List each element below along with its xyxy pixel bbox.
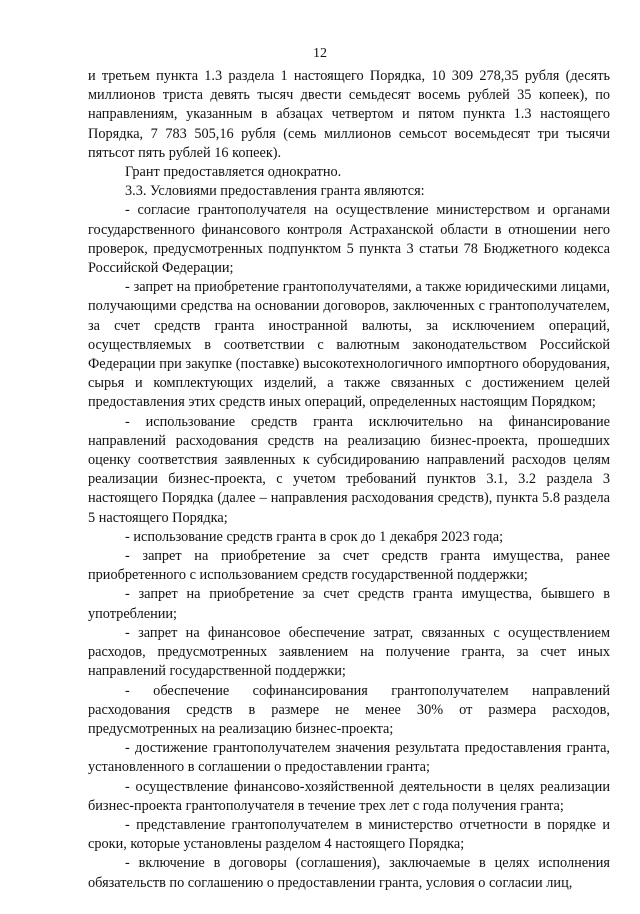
list-item-used-property-ban: - запрет на приобретение за счет средств гранта имущества, бывшего в употреблении; bbox=[88, 586, 610, 622]
page-number: 12 bbox=[313, 46, 327, 61]
list-item-consent-inspections: - согласие грантополучателя на осуществление министерством и органами государственного финансового контроля Астраханской области в отношении него проверок, предусмотренных подпунктом 5 пункта 3 статьи 78 Бюджетного кодекса Российской Федерации; bbox=[88, 202, 610, 277]
document-body bbox=[88, 67, 610, 893]
list-item-foreign-currency-ban: - запрет на приобретение грантополучателями, а также юридическими лицами, получающими средства на основании договоров, заключенных с грантополучателем, за счет средств гранта иностранной валюты, за исключением операций, осуществляемых в соответствии с валютным законодательством Российской Федерации при закупке (поставке) высокотехнологичного импортного оборудования, сырья и комплектующих изделий, а также связанных с достижением целей предоставления этих средств иных операций, определенных настоящим Порядком; bbox=[88, 279, 610, 411]
list-item-reporting: - представление грантополучателем в министерство отчетности в порядке и сроки, которые установлены разделом 4 настоящего Порядка; bbox=[88, 816, 610, 853]
paragraph-section-3-3: 3.3. Условиями предоставления гранта являются: bbox=[125, 183, 425, 200]
list-item-double-funding-ban: - запрет на финансовое обеспечение затрат, связанных с осуществлением расходов, предусмотренных заявлением на получение гранта, за счет иных направлений государственной поддержки; bbox=[88, 624, 610, 680]
paragraph-grant-once: Грант предоставляется однократно. bbox=[125, 164, 342, 181]
list-item-exclusive-use: - использование средств гранта исключительно на финансирование направлений расходования средств на реализацию бизнес-проекта, прошедших оценку соответствия заявленных к субсидированию направлений расходов целям реализации бизнес-проекта, с учетом требований пунктов 3.1, 3.2 раздела 3 настоящего Порядка (далее – направления расходования средств), пункта 5.8 раздела 5 настоящего Порядка; bbox=[88, 413, 610, 526]
list-item-result-achievement: - достижение грантополучателем значения результата предоставления гранта, установленного в соглашении о предоставлении гранта; bbox=[88, 740, 610, 776]
paragraph-continuation: и третьем пункта 1.3 раздела 1 настоящего Порядка, 10 309 278,35 рубля (десять миллионов триста девять тысяч двести семьдесят восемь рублей 35 копеек), по направлениям, указанным в абзацах четвертом и пятом пункта 1.3 настоящего Порядка, 7 783 505,16 рубля (семь миллионов семьсот восемьдесят три тысячи пятьсот пять рублей 16 копеек). bbox=[88, 68, 610, 161]
list-item-cofinancing: - обеспечение софинансирования грантополучателем направлений расходования средств в размере не менее 30% от размера расходов, предусмотренных на реализацию бизнес-проекта; bbox=[88, 682, 610, 737]
list-item-previously-funded-property-ban: - запрет на приобретение за счет средств гранта имущества, ранее приобретенного с использованием средств государственной поддержки; bbox=[88, 548, 610, 584]
list-item-business-activity: - осуществление финансово-хозяйственной деятельности в целях реализации бизнес-проекта грантополучателя в течение трех лет с года получения гранта; bbox=[88, 778, 610, 814]
list-item-contract-conditions: - включение в договоры (соглашения), заключаемые в целях исполнения обязательств по соглашению о предоставлении гранта, условия о согласии лиц, bbox=[88, 855, 610, 891]
list-item-deadline: - использование средств гранта в срок до 1 декабря 2023 года; bbox=[125, 528, 504, 545]
